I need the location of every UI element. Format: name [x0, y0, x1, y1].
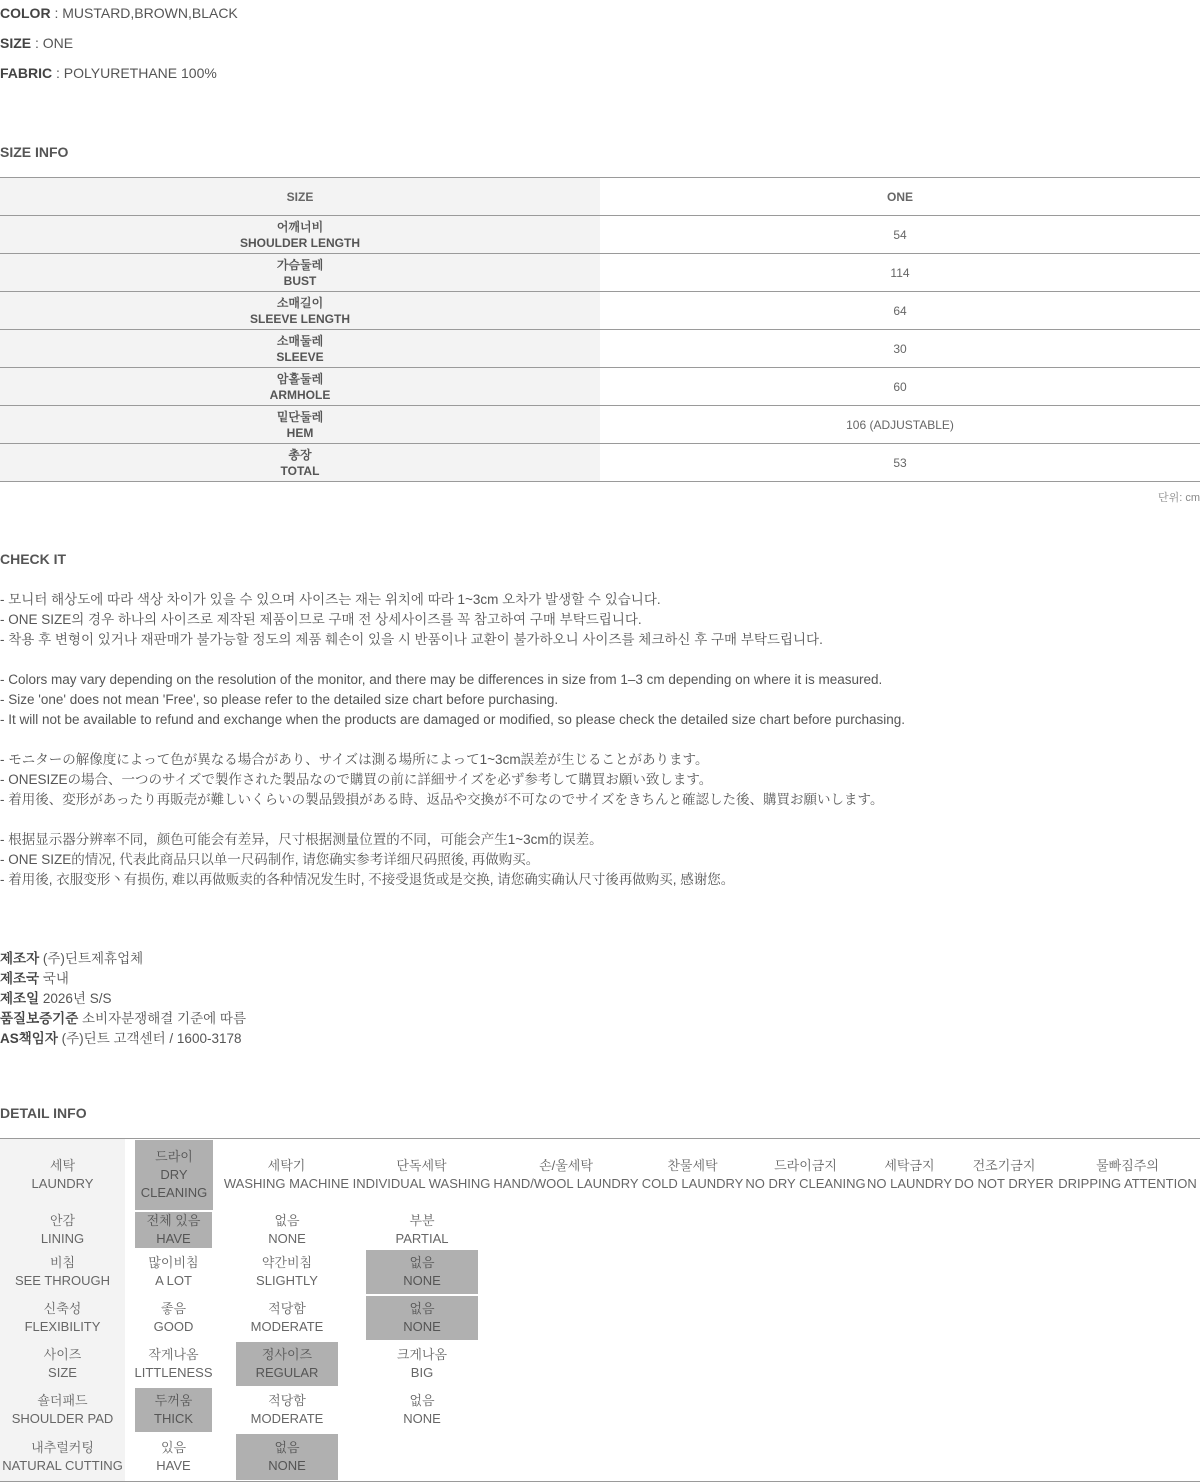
size-row-value: 53	[600, 444, 1200, 482]
spec-fabric	[0, 63, 217, 83]
detail-option-text: DO NOT DRYER	[954, 1176, 1054, 1191]
detail-option	[366, 1212, 478, 1248]
maker-value: (주)딘트제휴업체	[39, 951, 144, 966]
size-row-label	[0, 292, 600, 330]
detail-row-label-text: 안감	[49, 1213, 76, 1228]
spec-size	[0, 33, 73, 53]
detail-option-text: DRIPPING ATTENTION	[1058, 1176, 1197, 1191]
detail-option-text: 없음	[409, 1255, 435, 1270]
detail-option	[236, 1388, 338, 1432]
size-table-row	[0, 254, 1200, 292]
size-row-label-ko: 밑단둘레	[276, 409, 324, 424]
detail-option	[236, 1434, 338, 1480]
detail-option-text: 찬물세탁	[667, 1158, 718, 1173]
size-table-row	[0, 292, 1200, 330]
detail-row-label-text: LAUNDRY	[31, 1176, 94, 1191]
detail-option-text: PARTIAL	[395, 1231, 449, 1246]
maker-value: 소비자분쟁해결 기준에 따름	[78, 1011, 246, 1026]
unit-note: 단위: cm	[1157, 492, 1200, 504]
size-table-row	[0, 330, 1200, 368]
detail-option-text: 크게나옴	[396, 1347, 448, 1362]
notice-line: - ONE SIZE의 경우 하나의 사이즈로 제작된 제품이므로 구매 전 상세사이즈를 꼭 참고하여 구매 부탁드립니다.	[0, 612, 642, 627]
notice-line: - 着用後、変形があったり再販売が難しいくらいの製品毀損がある時、返品や交換が不可なのでサイズをきちんと確認した後、購買お願いします。	[0, 792, 884, 807]
detail-option	[135, 1140, 213, 1210]
size-row-label-ko: 어깨너비	[276, 219, 324, 234]
size-row-value: 60	[600, 368, 1200, 406]
detail-option	[135, 1342, 212, 1386]
detail-option-text: 적당함	[268, 1393, 306, 1408]
maker-key: 제조자	[0, 951, 40, 966]
detail-option	[1055, 1140, 1200, 1210]
check-it-notes	[0, 590, 905, 890]
spec-value: : ONE	[31, 35, 74, 51]
detail-option-text: 있음	[160, 1440, 187, 1455]
detail-row-label	[0, 1296, 125, 1340]
maker-key: 제조국	[0, 971, 40, 986]
maker-line	[0, 969, 246, 989]
detail-row-label-text: 세탁	[49, 1158, 76, 1173]
detail-option	[351, 1140, 492, 1210]
spec-color	[0, 3, 238, 23]
notice-line: - 모니터 해상도에 따라 색상 차이가 있을 수 있으며 사이즈는 재는 위치에 따라 1~3cm 오차가 발생할 수 있습니다.	[0, 592, 661, 607]
detail-option-text: 많이비침	[148, 1255, 199, 1270]
detail-option	[953, 1140, 1055, 1210]
size-row-label-ko: 소매길이	[276, 295, 324, 310]
size-row-label	[0, 330, 600, 368]
detail-option-text: 없음	[274, 1213, 300, 1228]
size-row-label	[0, 368, 600, 406]
size-table	[0, 177, 1200, 482]
notice-line: - Size 'one' does not mean 'Free', so please refer to the detailed size chart before purchasing.	[0, 692, 559, 707]
detail-option-text: 없음	[274, 1440, 300, 1455]
size-row-label	[0, 254, 600, 292]
size-row-value: 106 (ADJUSTABLE)	[600, 406, 1200, 444]
manufacturer-info	[0, 949, 246, 1049]
detail-row-label	[0, 1212, 125, 1248]
detail-option-text: WASHING MACHINE	[223, 1176, 350, 1191]
detail-option-text: HAND/WOOL LAUNDRY	[493, 1176, 639, 1191]
size-header-value: ONE	[600, 178, 1200, 216]
detail-option-text: HAVE	[156, 1458, 191, 1473]
maker-value: (주)딘트 고객센터 / 1600-3178	[57, 1031, 242, 1046]
notice-line: - 根据显示器分辨率不同，颜色可能会有差异，尺寸根据测量位置的不同，可能会产生1~3cm的误差。	[0, 832, 603, 847]
maker-line	[0, 989, 246, 1009]
notice-line: - It will not be available to refund and exchange when the products are damaged or modified, so please check the detailed size chart before purchasing.	[0, 712, 906, 727]
check-it-title: CHECK IT	[0, 551, 67, 567]
detail-row-label-text: SIZE	[48, 1365, 77, 1380]
spec-key: SIZE	[0, 35, 32, 51]
notice-line: - モニターの解像度によって色が異なる場合があり、サイズは測る場所によって1~3cm誤差が生じることがあります。	[0, 752, 709, 767]
detail-option-text: NO DRY CLEANING	[745, 1176, 866, 1191]
notice-gap	[0, 810, 905, 830]
detail-option-text: DRY	[160, 1167, 188, 1182]
detail-option	[135, 1212, 212, 1248]
detail-option-text: LITTLENESS	[134, 1365, 213, 1380]
maker-line	[0, 1029, 246, 1049]
size-row-label-en: SLEEVE LENGTH	[249, 311, 350, 326]
notice-line: - ONE SIZE的情况, 代表此商品只以单一尺码制作, 请您确实参考详细尺码照後, 再做购买。	[0, 852, 540, 867]
size-row-label	[0, 216, 600, 254]
detail-row-label	[0, 1342, 125, 1386]
detail-option	[135, 1250, 212, 1294]
detail-option-text: SLIGHTLY	[256, 1273, 318, 1288]
size-table-row	[0, 216, 1200, 254]
detail-option-text: THICK	[154, 1411, 193, 1426]
size-row-label-en: TOTAL	[280, 463, 320, 478]
size-row-label-ko: 가슴둘레	[276, 257, 324, 272]
size-row-label-ko: 암홀둘레	[276, 371, 324, 386]
detail-option-text: 세탁금지	[884, 1158, 935, 1173]
size-row-value: 64	[600, 292, 1200, 330]
detail-option-text: 세탁기	[267, 1158, 306, 1173]
detail-option-text: 두꺼움	[154, 1393, 193, 1408]
notice-line: - 着用後, 衣服变形丶有损伤, 难以再做贩卖的各种情况发生时, 不接受退货或是交换, 请您确实确认尺寸後再做购买, 感谢您。	[0, 872, 735, 887]
detail-option-text: MODERATE	[250, 1319, 324, 1334]
size-table-row	[0, 368, 1200, 406]
detail-option	[236, 1250, 338, 1294]
detail-option-text: 정사이즈	[261, 1347, 313, 1362]
size-row-value: 114	[600, 254, 1200, 292]
detail-option-text: HAVE	[156, 1231, 191, 1246]
spec-value: : POLYURETHANE 100%	[52, 65, 217, 81]
size-table-row	[0, 406, 1200, 444]
detail-row-label-text: NATURAL CUTTING	[2, 1458, 123, 1473]
spec-key: FABRIC	[0, 65, 53, 81]
detail-row-label	[0, 1388, 125, 1432]
detail-option-text: 작게나옴	[148, 1347, 199, 1362]
detail-option-text: 전체 있음	[146, 1213, 201, 1228]
detail-row-label-text: 숄더패드	[37, 1393, 88, 1408]
size-row-label	[0, 406, 600, 444]
detail-option-text: MODERATE	[250, 1411, 324, 1426]
detail-row-label-text: 사이즈	[43, 1347, 82, 1362]
maker-line	[0, 949, 246, 969]
detail-info-title: DETAIL INFO	[0, 1105, 87, 1121]
detail-row-label	[0, 1140, 125, 1210]
detail-option-text: INDIVIDUAL WASHING	[352, 1176, 491, 1191]
detail-option	[366, 1250, 478, 1294]
detail-option-text: A LOT	[155, 1273, 192, 1288]
size-row-label-ko: 총장	[288, 447, 312, 462]
maker-value: 2026년 S/S	[39, 991, 112, 1006]
detail-option-text: 드라이금지	[774, 1158, 837, 1173]
detail-option-text: BIG	[410, 1365, 434, 1380]
detail-option-text: 약간비침	[261, 1255, 313, 1270]
maker-key: 품질보증기준	[0, 1011, 79, 1026]
maker-key: AS책임자	[0, 1031, 58, 1046]
detail-row-label	[0, 1434, 125, 1480]
detail-option-text: 좋음	[160, 1301, 187, 1316]
detail-option	[135, 1388, 212, 1432]
detail-option	[222, 1140, 351, 1210]
detail-option-text: GOOD	[153, 1319, 194, 1334]
detail-option	[135, 1296, 212, 1340]
maker-key: 제조일	[0, 991, 40, 1006]
detail-row-label-text: LINING	[40, 1231, 85, 1246]
detail-option	[366, 1296, 478, 1340]
detail-option	[745, 1140, 866, 1210]
notice-gap	[0, 650, 905, 670]
detail-option-text: CLEANING	[140, 1185, 208, 1200]
detail-option-text: NO LAUNDRY	[866, 1176, 952, 1191]
detail-option-text: 손/울세탁	[539, 1158, 593, 1173]
detail-option-text: NONE	[403, 1411, 441, 1426]
notice-line: - ONESIZEの場合、一つのサイズで製作された製品なので購買の前に詳細サイズを必ず参考して購買お願い致します。	[0, 772, 713, 787]
size-table-row	[0, 444, 1200, 482]
size-row-label-en: ARMHOLE	[269, 387, 331, 402]
size-row-label-en: HEM	[286, 425, 314, 440]
detail-option	[236, 1342, 338, 1386]
detail-option-text: REGULAR	[255, 1365, 319, 1380]
size-header-label: SIZE	[0, 178, 600, 216]
detail-option-text: 적당함	[268, 1301, 306, 1316]
notice-gap	[0, 730, 905, 750]
detail-row-label-text: SEE THROUGH	[14, 1273, 111, 1288]
detail-option	[236, 1212, 338, 1248]
detail-option	[135, 1434, 212, 1480]
detail-option	[866, 1140, 953, 1210]
spec-value: : MUSTARD,BROWN,BLACK	[50, 5, 238, 21]
size-info-title: SIZE INFO	[0, 144, 69, 160]
detail-option-text: COLD LAUNDRY	[641, 1176, 744, 1191]
size-row-label-en: SHOULDER LENGTH	[240, 235, 360, 250]
detail-row-label-text: 신축성	[43, 1301, 82, 1316]
size-table-header	[0, 178, 1200, 216]
detail-row-label	[0, 1250, 125, 1294]
maker-line	[0, 1009, 246, 1029]
detail-option-text: 물빠짐주의	[1096, 1158, 1159, 1173]
detail-option-text: NONE	[403, 1273, 441, 1288]
size-row-label-en: SLEEVE	[276, 349, 324, 364]
detail-option-text: NONE	[268, 1458, 306, 1473]
size-row-label-en: BUST	[283, 273, 317, 288]
spec-key: COLOR	[0, 5, 51, 21]
detail-option	[492, 1140, 640, 1210]
detail-row-label-text: SHOULDER PAD	[11, 1411, 114, 1426]
detail-option-text: 드라이	[155, 1149, 193, 1164]
size-row-value: 30	[600, 330, 1200, 368]
detail-option	[366, 1342, 478, 1386]
detail-option-text: NONE	[403, 1319, 441, 1334]
size-row-value: 54	[600, 216, 1200, 254]
notice-line: - 착용 후 변형이 있거나 재판매가 불가능할 정도의 제품 훼손이 있을 시 반품이나 교환이 불가하오니 사이즈를 체크하신 후 구매 부탁드립니다.	[0, 632, 823, 647]
detail-option-text: 단독세탁	[396, 1158, 447, 1173]
size-row-label-ko: 소매둘레	[276, 333, 324, 348]
maker-value: 국내	[39, 971, 69, 986]
detail-option-text: 없음	[409, 1393, 435, 1408]
detail-info-table	[0, 1138, 1200, 1482]
detail-row-label-text: 비침	[49, 1255, 76, 1270]
detail-option-text: NONE	[268, 1231, 306, 1246]
size-row-label	[0, 444, 600, 482]
detail-option	[366, 1388, 478, 1432]
detail-row-label-text: 내추럴커팅	[31, 1440, 94, 1455]
detail-option-text: 없음	[409, 1301, 435, 1316]
detail-option	[236, 1296, 338, 1340]
detail-row-label-text: FLEXIBILITY	[24, 1319, 101, 1334]
notice-line: - Colors may vary depending on the resolution of the monitor, and there may be differences in size from 1–3 cm depending on where it is measured.	[0, 672, 883, 687]
detail-option	[640, 1140, 745, 1210]
detail-option-text: 건조기금지	[972, 1158, 1036, 1173]
detail-option-text: 부분	[409, 1213, 435, 1228]
